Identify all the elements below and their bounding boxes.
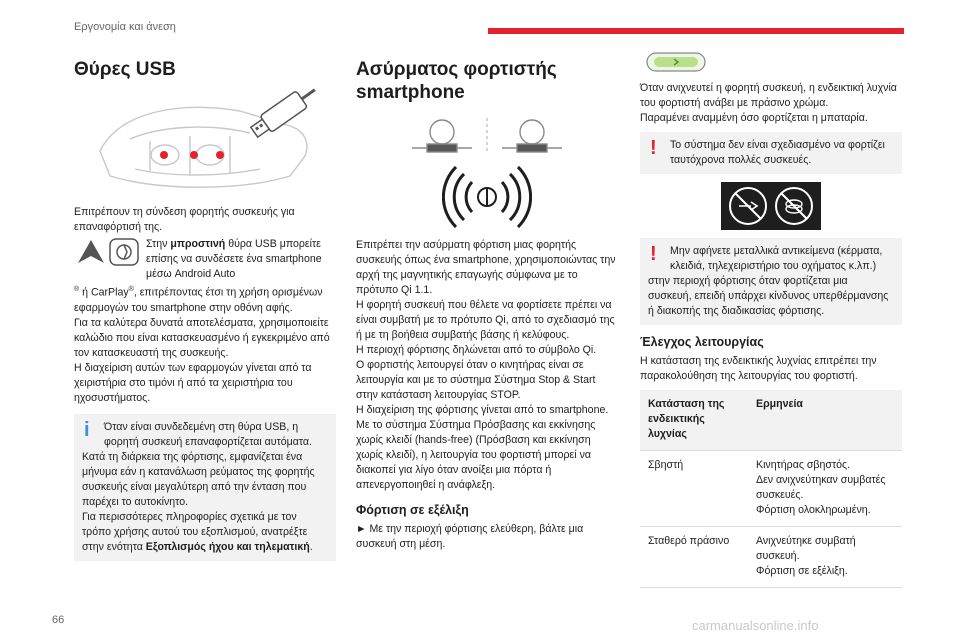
car-usb-illustration-icon <box>90 81 320 199</box>
usb-info-2: Κατά τη διάρκεια της φόρτισης, εμφανίζεται ένα μήνυμα εάν η κατανάλωση ρεύματος της φορητής συσκευής είναι μεγαλύτερη από την ένταση που παρέχει το αυτοκίνητο. <box>82 450 315 508</box>
step-arrow-icon: ► <box>356 523 367 535</box>
page-number: 66 <box>52 614 65 626</box>
section-title-wireless: Ασύρματος φορτιστής smartphone <box>356 59 557 103</box>
indicator-status-table <box>640 390 902 588</box>
table-row <box>640 527 902 588</box>
wireless-p1: Επιτρέπει την ασύρματη φόρτιση μιας φορητής συσκευής όπως ένα smartphone, χρησιμοποιώντας την αρχή της μαγνητικής επαγωγής σύμφωνα με το πρότυπο Qi 1.1. <box>356 239 616 296</box>
wireless-step <box>356 522 618 552</box>
subsection-charging: Φόρτιση σε εξέλιξη <box>356 503 469 517</box>
warning-box-2 <box>640 238 902 325</box>
carplay-icon <box>108 237 142 267</box>
usb-front-c: θύρα USB μπορείτε επίσης να συνδέσετε ένα smartphone μέσω Android Auto <box>146 238 322 280</box>
watermark: carmanualsonline.info <box>692 618 819 633</box>
usb-front-d: ή CarPlay <box>79 286 129 299</box>
status-p3: Η κατάσταση της ενδεικτικής λυχνίας επιτρέπει την παρακολούθηση της λειτουργίας του φορτιστή. <box>640 355 877 382</box>
table-header-row <box>640 390 902 451</box>
usb-intro: Επιτρέπουν τη σύνδεση φορητής συσκευής για επαναφόρτισή της. <box>74 206 295 233</box>
usb-info-3 <box>82 510 328 555</box>
usb-front-a: Στην <box>146 238 171 250</box>
info-icon: i <box>84 418 90 441</box>
android-auto-icon <box>74 237 108 267</box>
warning-2b-text: στην περιοχή φόρτισης όταν φορτίζεται μια συσκευή, επειδή υπάρχει κίνδυνος υπερθέρμανσης ή διακοπής της διαδικασίας φόρτισης. <box>648 275 889 317</box>
table-cell-meaning: Κινητήρας σβηστός. Δεν ανιχνεύτηκαν συμβατές συσκευές. Φόρτιση ολοκληρωμένη. <box>748 451 902 527</box>
status-p1: Όταν ανιχνευτεί η φορητή συσκευή, η ενδεικτική λυχνία του φορτιστή ανάβει με πράσινο χρώμα. <box>640 82 897 109</box>
status-p2: Παραμένει αναμμένη όσο φορτίζεται η μπαταρία. <box>640 112 868 124</box>
wireless-p3: Η περιοχή φόρτισης δηλώνεται από το σύμβολο Qi. <box>356 344 597 356</box>
reg-mark-2: ® <box>128 286 134 293</box>
section-title-usb: Θύρες USB <box>74 59 176 80</box>
column-usb <box>74 52 336 565</box>
wireless-p6: Με το σύστημα Σύστημα Πρόσβασης και εκκίνησης χωρίς κλειδί (hands-free) (Πρόσβαση και εκκίνηση χωρίς κλειδί), η λειτουργία του φορτιστή μπορεί να διακοπεί για λίγο όταν ανοίξει μια πόρτα ή απενεργοποιηθεί η ανάφλεξη. <box>356 419 596 491</box>
reg-mark-1: ® <box>74 286 80 293</box>
warning-icon: ! <box>650 137 657 159</box>
wireless-p5: Η διαχείριση της φόρτισης γίνεται από το smartphone. <box>356 404 609 416</box>
usb-front-bold: μπροστινή <box>170 238 226 250</box>
warning-2a-text: Μην αφήνετε μεταλλικά αντικείμενα (κέρματα, κλειδιά, τηλεχειριστήριο του οχήματος κ.λπ.) <box>670 245 883 272</box>
table-cell-state: Σβηστή <box>640 451 748 527</box>
usb-info-3a: Για περισσότερες πληροφορίες σχετικά με τον τρόπο χρήσης αυτού του εξοπλισμού, ανατρέξτε στην ενότητα <box>82 510 308 553</box>
wireless-p4: Ο φορτιστής λειτουργεί όταν ο κινητήρας είναι σε λειτουργία και με το σύστημα Σύστημα Stop & Start στην κατάσταση λειτουργίας STOP. <box>356 359 596 401</box>
wireless-p2: Η φορητή συσκευή που θέλετε να φορτίσετε πρέπει να είναι συμβατή με το πρότυπο Qi, από το σχεδιασμό της ή με τη βοήθεια συμβατής βάσης ή κελύφους. <box>356 299 615 341</box>
column-charger-status <box>640 52 902 588</box>
warning-icon: ! <box>650 243 657 265</box>
usb-info-3-link[interactable]: Εξοπλισμός ήχου και τηλεματική <box>145 540 310 553</box>
header-title: Εργονομία και άνεση <box>74 21 176 33</box>
header-accent-bar <box>488 28 904 34</box>
warning-1-text: Το σύστημα δεν είναι σχεδιασμένο να φορτίζει ταυτόχρονα πολλές συσκευές. <box>670 139 885 166</box>
no-metal-objects-icon <box>721 182 821 230</box>
usb-controls-text: Η διαχείριση αυτών των εφαρμογών γίνεται από τα χειριστήρια στο τιμόνι ή από τα χειριστήρια του ηχοσυστήματος. <box>74 361 312 404</box>
wireless-step-text: Με την περιοχή φόρτισης ελεύθερη, βάλτε μια συσκευή στη μέση. <box>356 523 584 550</box>
charger-indicator-green-icon <box>646 52 706 72</box>
table-header-meaning: Ερμηνεία <box>748 390 902 451</box>
table-row <box>640 451 902 527</box>
table-cell-state: Σταθερό πράσινο <box>640 527 748 588</box>
warning-box-1 <box>640 132 902 174</box>
subsection-operation-check: Έλεγχος λειτουργίας <box>640 335 764 349</box>
qi-wireless-icon <box>442 162 532 232</box>
usb-front-port-cont <box>74 282 336 316</box>
usb-info-1: Όταν είναι συνδεδεμένη στη θύρα USB, η φορητή συσκευή επαναφορτίζεται αυτόματα. <box>104 420 312 448</box>
usb-info-box <box>74 414 336 561</box>
charger-location-illustration-icon <box>372 114 602 154</box>
column-wireless-charger <box>356 52 618 552</box>
usb-front-e: , επιτρέποντας έτσι τη χρήση ορισμένων εφαρμογών του smartphone στην οθόνη αφής. <box>74 286 323 314</box>
table-cell-meaning: Ανιχνεύτηκε συμβατή συσκευή. Φόρτιση σε εξέλιξη. <box>748 527 902 588</box>
usb-info-3c: . <box>309 540 313 553</box>
table-header-state: Κατάσταση της ενδεικτικής λυχνίας <box>640 390 748 451</box>
usb-cable-text: Για τα καλύτερα δυνατά αποτελέσματα, χρησιμοποιείτε καλώδιο που είναι κατασκευασμένο ή εγκεκριμένο από τον κατασκευαστή της συσκευής. <box>74 316 330 359</box>
